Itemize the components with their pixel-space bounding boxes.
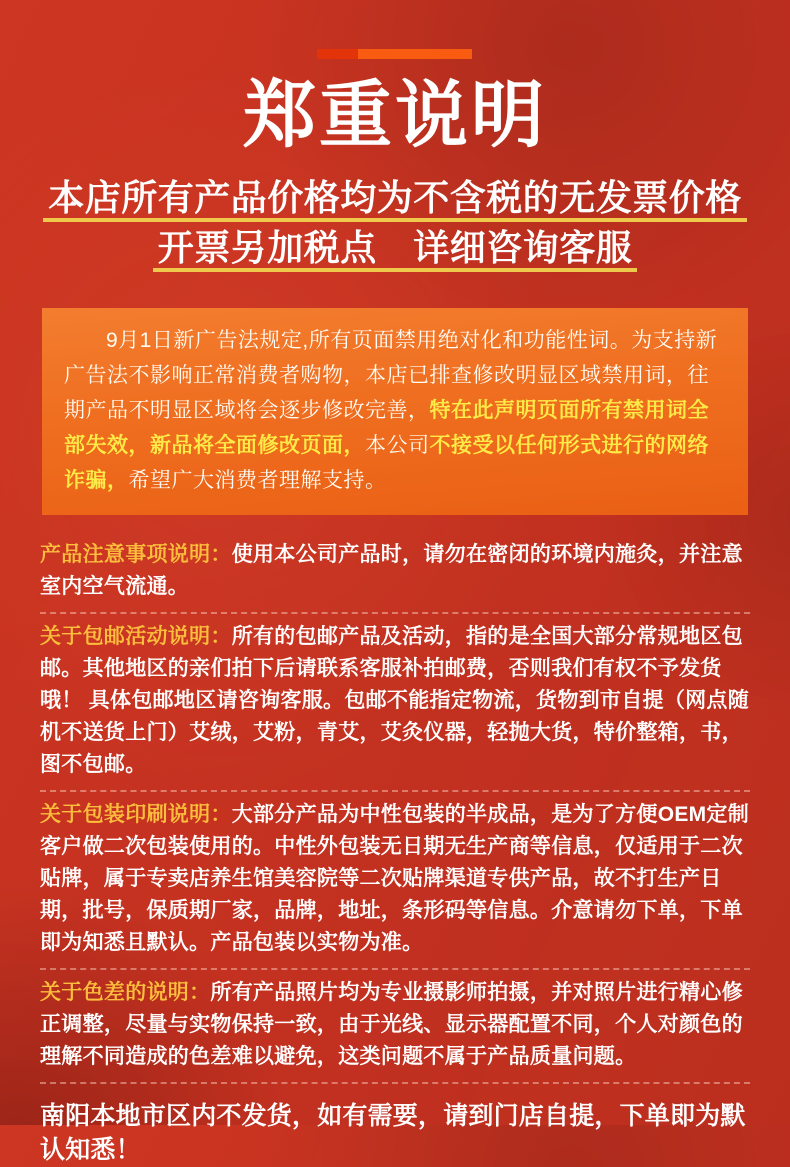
promo-page	[0, 49, 790, 1165]
section-body: 使用本公司产品时，请勿在密闭的环境内施灸，并注意室内空气流通。	[40, 543, 743, 599]
section-heading: 关于包装印刷说明：	[40, 803, 232, 827]
section-color-difference	[40, 970, 750, 1084]
page-title: 郑重说明	[243, 75, 547, 156]
title-accent-bar	[317, 49, 472, 59]
ad-law-notice-box	[42, 308, 748, 515]
section-heading: 产品注意事项说明：	[40, 543, 232, 567]
accent-bar-right-segment	[358, 49, 472, 59]
section-heading: 关于色差的说明：	[40, 981, 211, 1005]
subtitle-line-2: 开票另加税点 详细咨询客服	[153, 229, 638, 272]
section-body: 所有的包邮产品及活动，指的是全国大部分常规地区包邮。其他地区的亲们拍下后请联系客服补拍邮费，否则我们有权不予发货哦！ 具体包邮地区请咨询客服。包邮不能指定物流，货物到市自提（网点随机不送货上门）艾绒，艾粉，青艾，艾灸仪器，轻抛大货，特价整箱，书，图不包邮。	[40, 625, 750, 777]
notice-segment: 希望广大消费者理解支持。	[128, 469, 387, 493]
section-packaging-print	[40, 792, 750, 970]
notice-segment: 本公司	[365, 434, 430, 458]
subtitle-block	[0, 179, 790, 272]
info-sections	[40, 539, 750, 1084]
section-body: 所有产品照片均为专业摄影师拍摄，并对照片进行精心修正调整，尽量与实物保持一致，由于光线、显示器配置不同，个人对颜色的理解不同造成的色差难以避免，这类问题不属于产品质量问题。	[40, 981, 743, 1069]
notice-segment-highlight: 特在此声明页面所有禁用词全部失效，新品将全面修改页面，	[64, 399, 709, 458]
section-heading: 关于包邮活动说明：	[40, 625, 232, 649]
section-body: 大部分产品为中性包装的半成品，是为了方便OEM定制客户做二次包装使用的。中性外包装无日期无生产商等信息，仅适用于二次贴牌，属于专卖店养生馆美容院等二次贴牌渠道专供产品，故不打生产日期，批号，保质期厂家，品牌，地址，条形码等信息。介意请勿下单，下单即为知悉且默认。产品包装以实物为准。	[40, 803, 750, 955]
subtitle-line-1: 本店所有产品价格均为不含税的无发票价格	[43, 179, 747, 222]
notice-segment: 9月1日新广告法规定,所有页面禁用绝对化和功能性词。为支持新广告法不影响正常消费者购物，本店已排查修改明显区域禁用词，往期产品不明显区域将会逐步修改完善，	[64, 329, 718, 423]
notice-segment-highlight: 不接受以任何形式进行的网络诈骗，	[64, 434, 709, 493]
local-pickup-statement: 南阳本地市区内不发货，如有需要，请到门店自提，下单即为默认知悉！	[40, 1102, 746, 1165]
section-free-shipping	[40, 614, 750, 792]
section-product-caution	[40, 539, 750, 614]
accent-bar-left-segment	[317, 49, 358, 59]
